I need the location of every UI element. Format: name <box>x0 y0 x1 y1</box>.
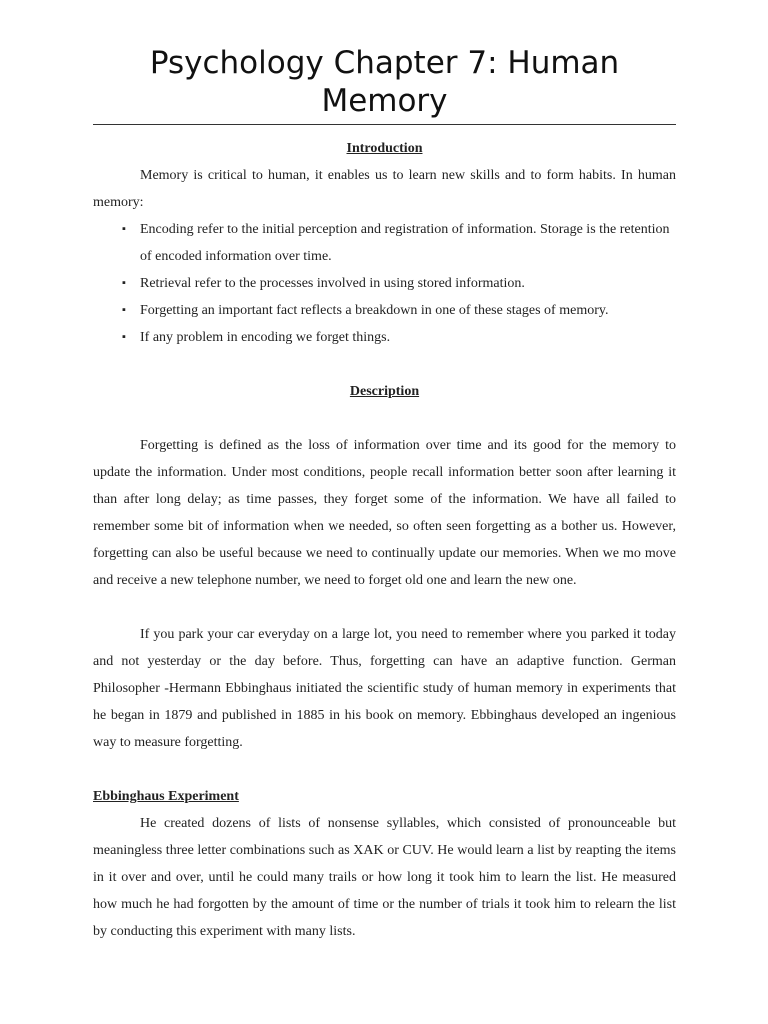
introduction-paragraph: Memory is critical to human, it enables us to learn new skills and to form habits. In human memory: <box>93 168 676 210</box>
bullet-item: ▪ If any problem in encoding we forget things. <box>122 324 676 351</box>
description-paragraph: Forgetting is defined as the loss of information over time and its good for the memory to update the information. Under most conditions, people recall information better soon after learning it than after long delay; as time passes, they forget some of the information. We have all failed to remember some bit of information when we needed, so often seen forgetting as a bother us. However, forgetting can also be useful because we need to continually update our memories. When we mo move and receive a new telephone number, we need to forget old one and learn the new one. <box>93 438 676 588</box>
introduction-bullet-list <box>93 216 676 351</box>
bullet-item: ▪ Forgetting an important fact reflects a breakdown in one of these stages of memory. <box>122 297 676 324</box>
experiment-heading: Ebbinghaus Experiment <box>93 789 239 804</box>
description-paragraph: If you park your car everyday on a large lot, you need to remember where you parked it today and not yesterday or the day before. Thus, forgetting can have an adaptive function. German Philosopher -Hermann Ebbinghaus initiated the scientific study of human memory in experiments that he began in 1879 and published in 1885 in his book on memory. Ebbinghaus developed an ingenious way to measure forgetting. <box>93 627 676 750</box>
bullet-item: ▪ Retrieval refer to the processes involved in using stored information. <box>122 270 676 297</box>
document-page <box>93 44 676 945</box>
experiment-paragraph: He created dozens of lists of nonsense syllables, which consisted of pronounceable but meaningless three letter combinations such as XAK or CUV. He would learn a list by reapting the items in it over and over, until he could many trails or how long it took him to learn the list. He measured how much he had forgotten by the amount of time or the number of trials it took him to relearn the list by conducting this experiment with many lists. <box>93 816 676 939</box>
document-title: Psychology Chapter 7: Human Memory <box>149 45 620 119</box>
bullet-item: ▪ Encoding refer to the initial perception and registration of information. Storage is the retention of encoded information over time. <box>122 216 676 270</box>
introduction-heading: Introduction <box>346 141 423 156</box>
description-heading: Description <box>349 384 420 399</box>
document-body <box>93 125 676 945</box>
